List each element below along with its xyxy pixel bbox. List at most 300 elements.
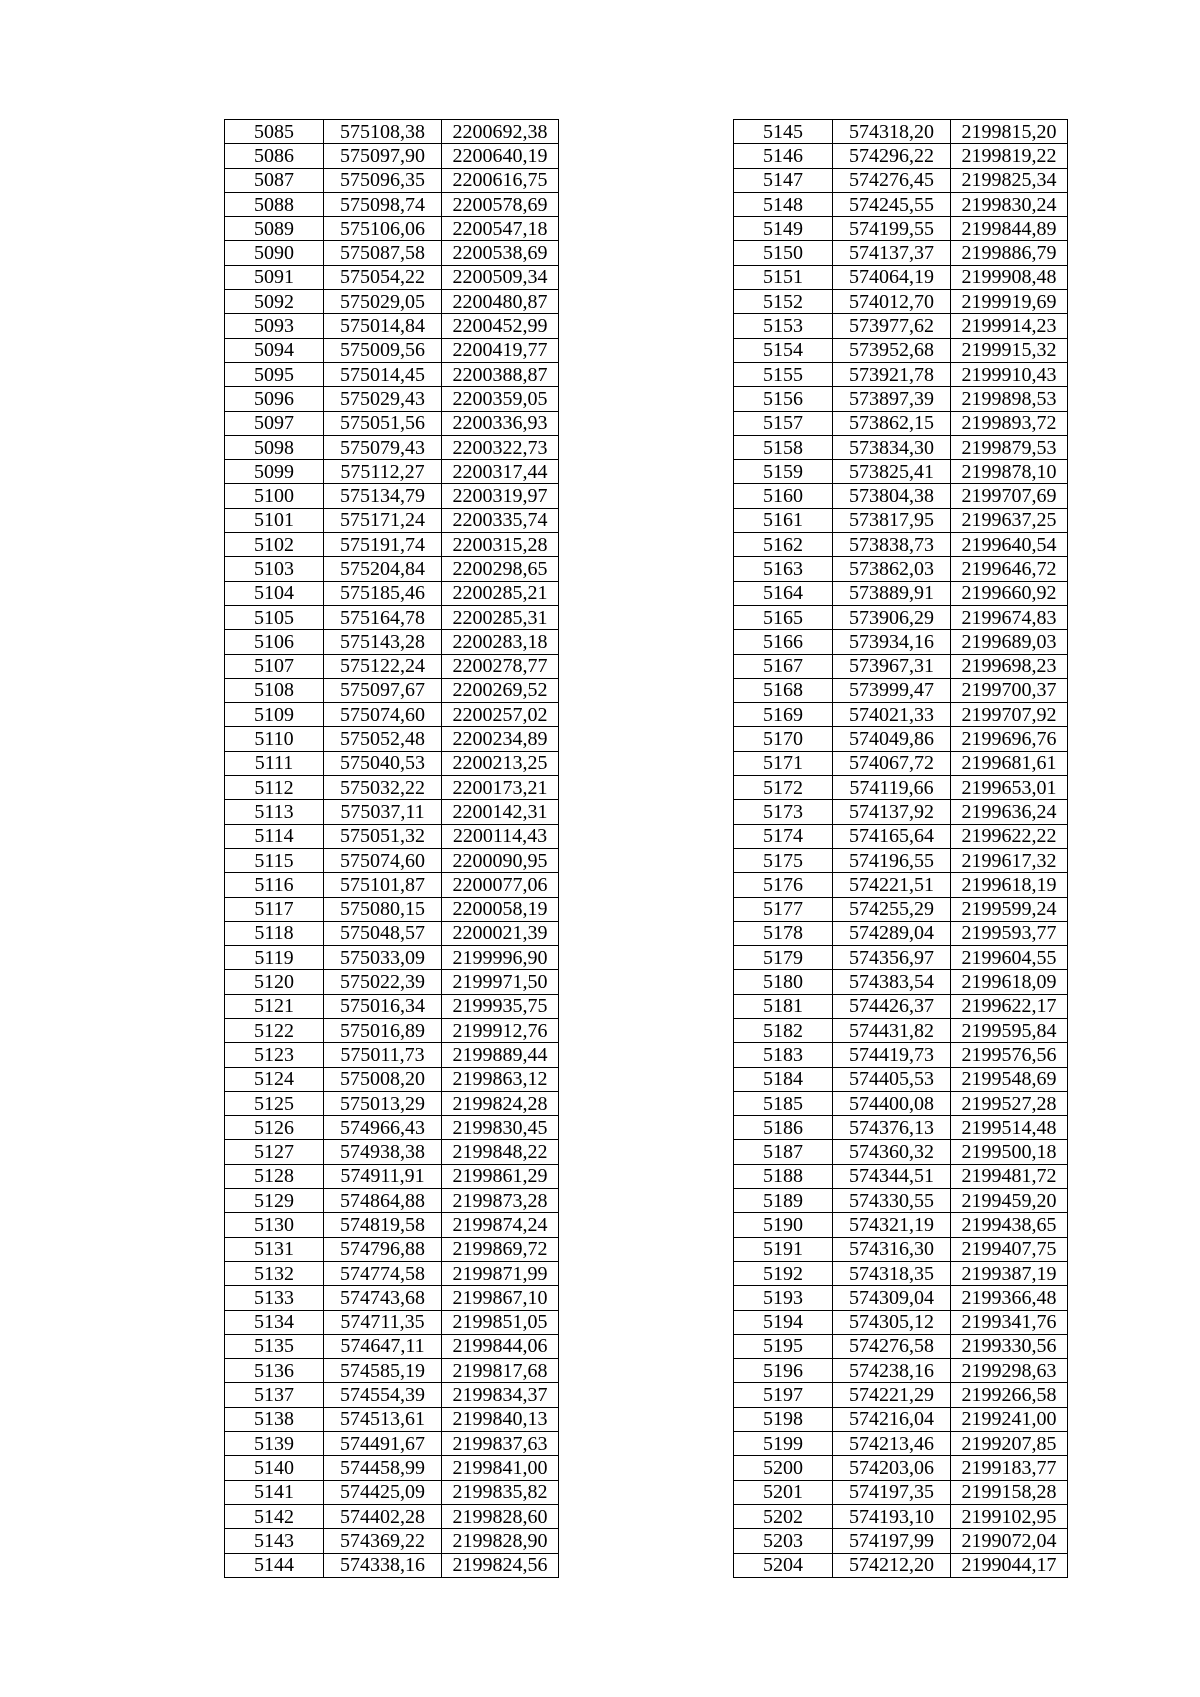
x-coordinate-cell: 574203,06 bbox=[833, 1456, 951, 1480]
x-coordinate-cell: 575097,67 bbox=[324, 678, 442, 702]
point-number-cell: 5109 bbox=[225, 703, 324, 727]
y-coordinate-cell: 2199548,69 bbox=[951, 1067, 1068, 1091]
table-row bbox=[225, 654, 559, 678]
y-coordinate-cell: 2200058,19 bbox=[442, 897, 559, 921]
table-row bbox=[225, 508, 559, 532]
table-row bbox=[734, 873, 1068, 897]
x-coordinate-cell: 574216,04 bbox=[833, 1407, 951, 1431]
x-coordinate-cell: 574049,86 bbox=[833, 727, 951, 751]
table-row bbox=[734, 1359, 1068, 1383]
x-coordinate-cell: 574938,38 bbox=[324, 1140, 442, 1164]
point-number-cell: 5161 bbox=[734, 508, 833, 532]
point-number-cell: 5132 bbox=[225, 1261, 324, 1285]
point-number-cell: 5166 bbox=[734, 630, 833, 654]
y-coordinate-cell: 2199851,05 bbox=[442, 1310, 559, 1334]
y-coordinate-cell: 2199514,48 bbox=[951, 1116, 1068, 1140]
table-body bbox=[225, 120, 559, 1578]
y-coordinate-cell: 2199996,90 bbox=[442, 946, 559, 970]
point-number-cell: 5202 bbox=[734, 1504, 833, 1528]
point-number-cell: 5145 bbox=[734, 120, 833, 144]
table-row bbox=[734, 1553, 1068, 1577]
y-coordinate-cell: 2199828,90 bbox=[442, 1529, 559, 1553]
y-coordinate-cell: 2199912,76 bbox=[442, 1018, 559, 1042]
y-coordinate-cell: 2200257,02 bbox=[442, 703, 559, 727]
table-row bbox=[225, 241, 559, 265]
x-coordinate-cell: 575014,84 bbox=[324, 314, 442, 338]
table-row bbox=[734, 120, 1068, 144]
x-coordinate-cell: 575122,24 bbox=[324, 654, 442, 678]
y-coordinate-cell: 2199824,28 bbox=[442, 1091, 559, 1115]
point-number-cell: 5096 bbox=[225, 387, 324, 411]
table-row bbox=[734, 1407, 1068, 1431]
table-row bbox=[225, 1286, 559, 1310]
y-coordinate-cell: 2200616,75 bbox=[442, 168, 559, 192]
point-number-cell: 5158 bbox=[734, 435, 833, 459]
point-number-cell: 5177 bbox=[734, 897, 833, 921]
x-coordinate-cell: 573934,16 bbox=[833, 630, 951, 654]
x-coordinate-cell: 574819,58 bbox=[324, 1213, 442, 1237]
y-coordinate-cell: 2199848,22 bbox=[442, 1140, 559, 1164]
y-coordinate-cell: 2199681,61 bbox=[951, 751, 1068, 775]
y-coordinate-cell: 2199689,03 bbox=[951, 630, 1068, 654]
table-row bbox=[225, 1213, 559, 1237]
y-coordinate-cell: 2200278,77 bbox=[442, 654, 559, 678]
table-row bbox=[734, 1213, 1068, 1237]
table-row bbox=[225, 946, 559, 970]
point-number-cell: 5188 bbox=[734, 1164, 833, 1188]
x-coordinate-cell: 574376,13 bbox=[833, 1116, 951, 1140]
table-row bbox=[225, 921, 559, 945]
point-number-cell: 5198 bbox=[734, 1407, 833, 1431]
table-row bbox=[734, 460, 1068, 484]
table-row bbox=[225, 411, 559, 435]
x-coordinate-cell: 575204,84 bbox=[324, 557, 442, 581]
x-coordinate-cell: 574796,88 bbox=[324, 1237, 442, 1261]
y-coordinate-cell: 2199674,83 bbox=[951, 605, 1068, 629]
y-coordinate-cell: 2199830,45 bbox=[442, 1116, 559, 1140]
table-row bbox=[225, 1067, 559, 1091]
y-coordinate-cell: 2199595,84 bbox=[951, 1018, 1068, 1042]
table-row bbox=[734, 824, 1068, 848]
y-coordinate-cell: 2200269,52 bbox=[442, 678, 559, 702]
y-coordinate-cell: 2199893,72 bbox=[951, 411, 1068, 435]
point-number-cell: 5185 bbox=[734, 1091, 833, 1115]
table-row bbox=[734, 1067, 1068, 1091]
point-number-cell: 5175 bbox=[734, 848, 833, 872]
x-coordinate-cell: 573977,62 bbox=[833, 314, 951, 338]
y-coordinate-cell: 2199908,48 bbox=[951, 265, 1068, 289]
y-coordinate-cell: 2199830,24 bbox=[951, 192, 1068, 216]
y-coordinate-cell: 2199844,06 bbox=[442, 1334, 559, 1358]
x-coordinate-cell: 574305,12 bbox=[833, 1310, 951, 1334]
point-number-cell: 5199 bbox=[734, 1432, 833, 1456]
table-row bbox=[225, 703, 559, 727]
table-row bbox=[225, 1529, 559, 1553]
x-coordinate-cell: 574212,20 bbox=[833, 1553, 951, 1577]
y-coordinate-cell: 2200090,95 bbox=[442, 848, 559, 872]
y-coordinate-cell: 2199593,77 bbox=[951, 921, 1068, 945]
x-coordinate-cell: 575074,60 bbox=[324, 848, 442, 872]
x-coordinate-cell: 575029,43 bbox=[324, 387, 442, 411]
table-row bbox=[225, 217, 559, 241]
table-row bbox=[734, 265, 1068, 289]
point-number-cell: 5134 bbox=[225, 1310, 324, 1334]
point-number-cell: 5101 bbox=[225, 508, 324, 532]
point-number-cell: 5173 bbox=[734, 800, 833, 824]
y-coordinate-cell: 2199102,95 bbox=[951, 1504, 1068, 1528]
point-number-cell: 5088 bbox=[225, 192, 324, 216]
point-number-cell: 5094 bbox=[225, 338, 324, 362]
table-row bbox=[225, 1432, 559, 1456]
x-coordinate-cell: 574774,58 bbox=[324, 1261, 442, 1285]
x-coordinate-cell: 574405,53 bbox=[833, 1067, 951, 1091]
point-number-cell: 5093 bbox=[225, 314, 324, 338]
table-row bbox=[225, 1310, 559, 1334]
point-number-cell: 5136 bbox=[225, 1359, 324, 1383]
table-row bbox=[225, 678, 559, 702]
point-number-cell: 5111 bbox=[225, 751, 324, 775]
y-coordinate-cell: 2199622,22 bbox=[951, 824, 1068, 848]
table-row bbox=[734, 703, 1068, 727]
table-row bbox=[225, 362, 559, 386]
table-row bbox=[734, 751, 1068, 775]
table-row bbox=[734, 1334, 1068, 1358]
table-row bbox=[734, 484, 1068, 508]
x-coordinate-cell: 573897,39 bbox=[833, 387, 951, 411]
point-number-cell: 5089 bbox=[225, 217, 324, 241]
y-coordinate-cell: 2199618,19 bbox=[951, 873, 1068, 897]
point-number-cell: 5098 bbox=[225, 435, 324, 459]
point-number-cell: 5143 bbox=[225, 1529, 324, 1553]
table-row bbox=[225, 144, 559, 168]
x-coordinate-cell: 575096,35 bbox=[324, 168, 442, 192]
x-coordinate-cell: 573862,15 bbox=[833, 411, 951, 435]
x-coordinate-cell: 575029,05 bbox=[324, 290, 442, 314]
x-coordinate-cell: 574276,45 bbox=[833, 168, 951, 192]
point-number-cell: 5162 bbox=[734, 533, 833, 557]
x-coordinate-cell: 573999,47 bbox=[833, 678, 951, 702]
x-coordinate-cell: 574402,28 bbox=[324, 1504, 442, 1528]
table-row bbox=[225, 1456, 559, 1480]
y-coordinate-cell: 2199660,92 bbox=[951, 581, 1068, 605]
x-coordinate-cell: 575052,48 bbox=[324, 727, 442, 751]
y-coordinate-cell: 2199874,24 bbox=[442, 1213, 559, 1237]
table-row bbox=[734, 241, 1068, 265]
y-coordinate-cell: 2199604,55 bbox=[951, 946, 1068, 970]
x-coordinate-cell: 574318,20 bbox=[833, 120, 951, 144]
point-number-cell: 5100 bbox=[225, 484, 324, 508]
point-number-cell: 5105 bbox=[225, 605, 324, 629]
y-coordinate-cell: 2199646,72 bbox=[951, 557, 1068, 581]
table-row bbox=[225, 1116, 559, 1140]
table-row bbox=[734, 1091, 1068, 1115]
point-number-cell: 5171 bbox=[734, 751, 833, 775]
x-coordinate-cell: 575143,28 bbox=[324, 630, 442, 654]
x-coordinate-cell: 574276,58 bbox=[833, 1334, 951, 1358]
x-coordinate-cell: 574458,99 bbox=[324, 1456, 442, 1480]
y-coordinate-cell: 2200317,44 bbox=[442, 460, 559, 484]
point-number-cell: 5167 bbox=[734, 654, 833, 678]
table-row bbox=[734, 921, 1068, 945]
point-number-cell: 5113 bbox=[225, 800, 324, 824]
point-number-cell: 5157 bbox=[734, 411, 833, 435]
table-row bbox=[225, 1018, 559, 1042]
x-coordinate-cell: 574255,29 bbox=[833, 897, 951, 921]
point-number-cell: 5086 bbox=[225, 144, 324, 168]
point-number-cell: 5163 bbox=[734, 557, 833, 581]
y-coordinate-cell: 2199824,56 bbox=[442, 1553, 559, 1577]
table-row bbox=[225, 338, 559, 362]
point-number-cell: 5196 bbox=[734, 1359, 833, 1383]
table-row bbox=[734, 1116, 1068, 1140]
x-coordinate-cell: 574238,16 bbox=[833, 1359, 951, 1383]
point-number-cell: 5193 bbox=[734, 1286, 833, 1310]
x-coordinate-cell: 574165,64 bbox=[833, 824, 951, 848]
point-number-cell: 5192 bbox=[734, 1261, 833, 1285]
y-coordinate-cell: 2199622,17 bbox=[951, 994, 1068, 1018]
point-number-cell: 5189 bbox=[734, 1189, 833, 1213]
y-coordinate-cell: 2200359,05 bbox=[442, 387, 559, 411]
y-coordinate-cell: 2200285,21 bbox=[442, 581, 559, 605]
y-coordinate-cell: 2199700,37 bbox=[951, 678, 1068, 702]
table-row bbox=[734, 1480, 1068, 1504]
y-coordinate-cell: 2199878,10 bbox=[951, 460, 1068, 484]
x-coordinate-cell: 575080,15 bbox=[324, 897, 442, 921]
y-coordinate-cell: 2199636,24 bbox=[951, 800, 1068, 824]
x-coordinate-cell: 575134,79 bbox=[324, 484, 442, 508]
x-coordinate-cell: 575074,60 bbox=[324, 703, 442, 727]
y-coordinate-cell: 2200283,18 bbox=[442, 630, 559, 654]
x-coordinate-cell: 574321,19 bbox=[833, 1213, 951, 1237]
point-number-cell: 5165 bbox=[734, 605, 833, 629]
x-coordinate-cell: 575037,11 bbox=[324, 800, 442, 824]
table-row bbox=[734, 1018, 1068, 1042]
x-coordinate-cell: 574711,35 bbox=[324, 1310, 442, 1334]
x-coordinate-cell: 574119,66 bbox=[833, 776, 951, 800]
point-number-cell: 5104 bbox=[225, 581, 324, 605]
x-coordinate-cell: 574197,99 bbox=[833, 1529, 951, 1553]
point-number-cell: 5154 bbox=[734, 338, 833, 362]
table-row bbox=[734, 1261, 1068, 1285]
point-number-cell: 5116 bbox=[225, 873, 324, 897]
point-number-cell: 5160 bbox=[734, 484, 833, 508]
table-row bbox=[734, 630, 1068, 654]
y-coordinate-cell: 2199576,56 bbox=[951, 1043, 1068, 1067]
x-coordinate-cell: 574137,37 bbox=[833, 241, 951, 265]
x-coordinate-cell: 574419,73 bbox=[833, 1043, 951, 1067]
y-coordinate-cell: 2199844,89 bbox=[951, 217, 1068, 241]
x-coordinate-cell: 573906,29 bbox=[833, 605, 951, 629]
point-number-cell: 5148 bbox=[734, 192, 833, 216]
table-row bbox=[225, 1261, 559, 1285]
x-coordinate-cell: 575185,46 bbox=[324, 581, 442, 605]
x-coordinate-cell: 574966,43 bbox=[324, 1116, 442, 1140]
x-coordinate-cell: 574316,30 bbox=[833, 1237, 951, 1261]
table-row bbox=[734, 411, 1068, 435]
table-row bbox=[225, 800, 559, 824]
point-number-cell: 5138 bbox=[225, 1407, 324, 1431]
x-coordinate-cell: 575033,09 bbox=[324, 946, 442, 970]
y-coordinate-cell: 2199387,19 bbox=[951, 1261, 1068, 1285]
x-coordinate-cell: 575079,43 bbox=[324, 435, 442, 459]
y-coordinate-cell: 2199183,77 bbox=[951, 1456, 1068, 1480]
y-coordinate-cell: 2199919,69 bbox=[951, 290, 1068, 314]
table-row bbox=[734, 994, 1068, 1018]
y-coordinate-cell: 2199889,44 bbox=[442, 1043, 559, 1067]
x-coordinate-cell: 574426,37 bbox=[833, 994, 951, 1018]
point-number-cell: 5170 bbox=[734, 727, 833, 751]
table-row bbox=[225, 751, 559, 775]
table-row bbox=[225, 776, 559, 800]
y-coordinate-cell: 2199500,18 bbox=[951, 1140, 1068, 1164]
y-coordinate-cell: 2200319,97 bbox=[442, 484, 559, 508]
table-row bbox=[734, 1237, 1068, 1261]
point-number-cell: 5204 bbox=[734, 1553, 833, 1577]
x-coordinate-cell: 575051,32 bbox=[324, 824, 442, 848]
point-number-cell: 5182 bbox=[734, 1018, 833, 1042]
x-coordinate-cell: 574318,35 bbox=[833, 1261, 951, 1285]
table-row bbox=[734, 314, 1068, 338]
y-coordinate-cell: 2200547,18 bbox=[442, 217, 559, 241]
x-coordinate-cell: 575009,56 bbox=[324, 338, 442, 362]
point-number-cell: 5097 bbox=[225, 411, 324, 435]
coordinates-table-left bbox=[224, 119, 559, 1578]
table-row bbox=[734, 387, 1068, 411]
y-coordinate-cell: 2199935,75 bbox=[442, 994, 559, 1018]
table-row bbox=[225, 970, 559, 994]
x-coordinate-cell: 575008,20 bbox=[324, 1067, 442, 1091]
y-coordinate-cell: 2200335,74 bbox=[442, 508, 559, 532]
point-number-cell: 5091 bbox=[225, 265, 324, 289]
table-row bbox=[225, 1140, 559, 1164]
x-coordinate-cell: 574383,54 bbox=[833, 970, 951, 994]
y-coordinate-cell: 2199910,43 bbox=[951, 362, 1068, 386]
x-coordinate-cell: 574021,33 bbox=[833, 703, 951, 727]
table-row bbox=[734, 192, 1068, 216]
table-row bbox=[734, 897, 1068, 921]
table-row bbox=[734, 168, 1068, 192]
x-coordinate-cell: 574344,51 bbox=[833, 1164, 951, 1188]
y-coordinate-cell: 2200213,25 bbox=[442, 751, 559, 775]
y-coordinate-cell: 2199698,23 bbox=[951, 654, 1068, 678]
table-row bbox=[225, 265, 559, 289]
table-row bbox=[225, 1237, 559, 1261]
point-number-cell: 5112 bbox=[225, 776, 324, 800]
table-row bbox=[225, 1359, 559, 1383]
table-row bbox=[734, 1529, 1068, 1553]
point-number-cell: 5159 bbox=[734, 460, 833, 484]
x-coordinate-cell: 574296,22 bbox=[833, 144, 951, 168]
x-coordinate-cell: 573952,68 bbox=[833, 338, 951, 362]
point-number-cell: 5191 bbox=[734, 1237, 833, 1261]
y-coordinate-cell: 2199867,10 bbox=[442, 1286, 559, 1310]
y-coordinate-cell: 2200419,77 bbox=[442, 338, 559, 362]
y-coordinate-cell: 2200578,69 bbox=[442, 192, 559, 216]
point-number-cell: 5125 bbox=[225, 1091, 324, 1115]
x-coordinate-cell: 575054,22 bbox=[324, 265, 442, 289]
x-coordinate-cell: 574338,16 bbox=[324, 1553, 442, 1577]
y-coordinate-cell: 2200142,31 bbox=[442, 800, 559, 824]
x-coordinate-cell: 573804,38 bbox=[833, 484, 951, 508]
x-coordinate-cell: 574309,04 bbox=[833, 1286, 951, 1310]
x-coordinate-cell: 575014,45 bbox=[324, 362, 442, 386]
y-coordinate-cell: 2199298,63 bbox=[951, 1359, 1068, 1383]
table-row bbox=[734, 1140, 1068, 1164]
y-coordinate-cell: 2200692,38 bbox=[442, 120, 559, 144]
x-coordinate-cell: 573834,30 bbox=[833, 435, 951, 459]
table-row bbox=[734, 338, 1068, 362]
table-row bbox=[225, 168, 559, 192]
y-coordinate-cell: 2199914,23 bbox=[951, 314, 1068, 338]
table-row bbox=[225, 1553, 559, 1577]
table-row bbox=[225, 435, 559, 459]
x-coordinate-cell: 575112,27 bbox=[324, 460, 442, 484]
y-coordinate-cell: 2200538,69 bbox=[442, 241, 559, 265]
point-number-cell: 5124 bbox=[225, 1067, 324, 1091]
y-coordinate-cell: 2199819,22 bbox=[951, 144, 1068, 168]
y-coordinate-cell: 2200114,43 bbox=[442, 824, 559, 848]
y-coordinate-cell: 2200336,93 bbox=[442, 411, 559, 435]
x-coordinate-cell: 575097,90 bbox=[324, 144, 442, 168]
point-number-cell: 5118 bbox=[225, 921, 324, 945]
table-row bbox=[734, 144, 1068, 168]
y-coordinate-cell: 2199707,92 bbox=[951, 703, 1068, 727]
x-coordinate-cell: 574585,19 bbox=[324, 1359, 442, 1383]
table-row bbox=[225, 605, 559, 629]
point-number-cell: 5137 bbox=[225, 1383, 324, 1407]
y-coordinate-cell: 2199366,48 bbox=[951, 1286, 1068, 1310]
table-body bbox=[734, 120, 1068, 1578]
x-coordinate-cell: 574197,35 bbox=[833, 1480, 951, 1504]
table-row bbox=[225, 120, 559, 144]
x-coordinate-cell: 574289,04 bbox=[833, 921, 951, 945]
x-coordinate-cell: 574400,08 bbox=[833, 1091, 951, 1115]
y-coordinate-cell: 2199044,17 bbox=[951, 1553, 1068, 1577]
table-row bbox=[225, 630, 559, 654]
x-coordinate-cell: 574064,19 bbox=[833, 265, 951, 289]
y-coordinate-cell: 2199971,50 bbox=[442, 970, 559, 994]
table-row bbox=[225, 1091, 559, 1115]
y-coordinate-cell: 2199481,72 bbox=[951, 1164, 1068, 1188]
point-number-cell: 5172 bbox=[734, 776, 833, 800]
table-row bbox=[225, 1164, 559, 1188]
point-number-cell: 5176 bbox=[734, 873, 833, 897]
table-row bbox=[225, 1480, 559, 1504]
table-row bbox=[225, 873, 559, 897]
x-coordinate-cell: 574360,32 bbox=[833, 1140, 951, 1164]
y-coordinate-cell: 2200077,06 bbox=[442, 873, 559, 897]
table-row bbox=[225, 557, 559, 581]
point-number-cell: 5130 bbox=[225, 1213, 324, 1237]
point-number-cell: 5110 bbox=[225, 727, 324, 751]
y-coordinate-cell: 2199459,20 bbox=[951, 1189, 1068, 1213]
table-row bbox=[225, 1189, 559, 1213]
x-coordinate-cell: 575108,38 bbox=[324, 120, 442, 144]
x-coordinate-cell: 574911,91 bbox=[324, 1164, 442, 1188]
table-row bbox=[225, 1383, 559, 1407]
table-row bbox=[225, 1407, 559, 1431]
table-row bbox=[734, 1286, 1068, 1310]
x-coordinate-cell: 574647,11 bbox=[324, 1334, 442, 1358]
y-coordinate-cell: 2199879,53 bbox=[951, 435, 1068, 459]
point-number-cell: 5140 bbox=[225, 1456, 324, 1480]
x-coordinate-cell: 574012,70 bbox=[833, 290, 951, 314]
y-coordinate-cell: 2199158,28 bbox=[951, 1480, 1068, 1504]
point-number-cell: 5147 bbox=[734, 168, 833, 192]
table-row bbox=[225, 1504, 559, 1528]
x-coordinate-cell: 574491,67 bbox=[324, 1432, 442, 1456]
point-number-cell: 5119 bbox=[225, 946, 324, 970]
